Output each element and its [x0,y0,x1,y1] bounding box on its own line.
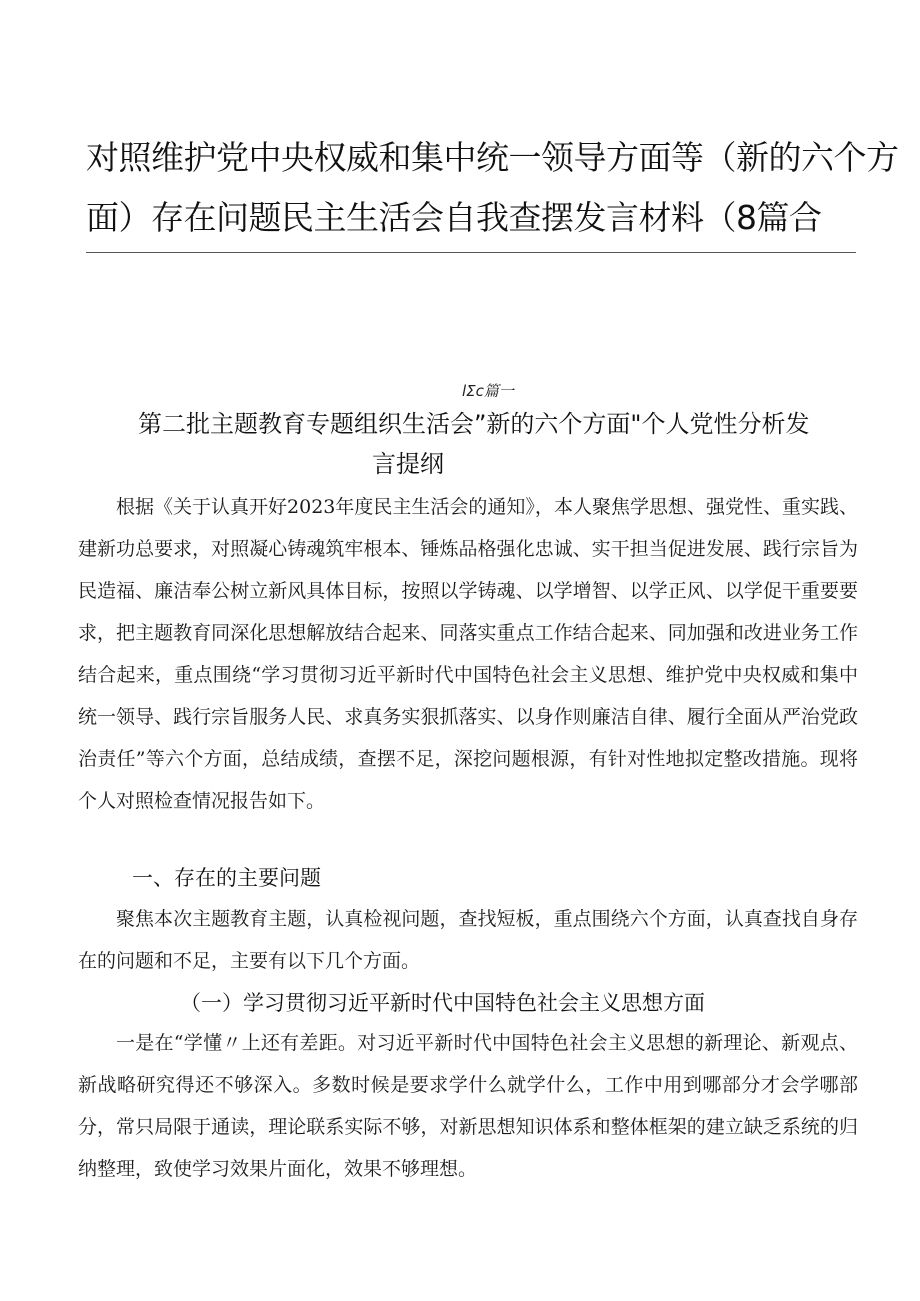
subheading-study-thought: （一）学习贯彻习近平新时代中国特色社会主义思想方面 [180,991,705,1015]
section-heading-line-2: 言提纲 [372,450,444,478]
document-title [86,128,899,253]
document-title-line-2: 面）存在问题民主生活会自我查摆发言材料（8篇合 [86,198,822,237]
document-title-line-1: 对照维护党中央权威和集中统一领导方面等（新的六个方 [86,138,899,177]
section-heading [138,404,858,484]
intro-paragraph: 根据《关于认真开好2023年度民主生活会的通知》，本人聚焦学思想、强党性、重实践、建新功总要求，对照凝心铸魂筑牢根本、锤炼品格强化忠诚、实干担当促进发展、践行宗旨为民造福、廉洁奉公树立新风具体目标，按照以学铸魂、以学增智、以学正风、以学促干重要要求，把主题教育同深化思想解放结合起来、同落实重点工作结合起来、同加强和改进业务工作结合起来，重点围绕“学习贯彻习近平新时代中国特色社会主义思想、维护党中央权威和集中统一领导、践行宗旨服务人民、求真务实狠抓落实、以身作则廉洁自律、履行全面从严治党政治责任”等六个方面，总结成绩，查摆不足，深挖问题根源，有针对性地拟定整改措施。现将个人对照检查情况报告如下。 [78,496,858,812]
section-label: lΣc篇一 [462,382,514,400]
problems-intro-paragraph: 聚焦本次主题教育主题，认真检视问题，查找短板，重点围绕六个方面，认真查找自身存在的问题和不足，主要有以下几个方面。 [78,908,858,972]
item-one-paragraph: 一是在“学懂〃上还有差距。对习近平新时代中国特色社会主义思想的新理论、新观点、新战略研究得还不够深入。多数时候是要求学什么就学什么，工作中用到哪部分才会学哪部分，常只局限于通读，理论联系实际不够，对新思想知识体系和整体框架的建立缺乏系统的归纳整理，致使学习效果片面化，效果不够理想。 [78,1032,858,1180]
main-problems-heading: 一、存在的主要问题 [132,866,321,890]
section-heading-line-1: 第二批主题教育专题组织生活会”新的六个方面"个人党性分析发 [138,410,810,438]
